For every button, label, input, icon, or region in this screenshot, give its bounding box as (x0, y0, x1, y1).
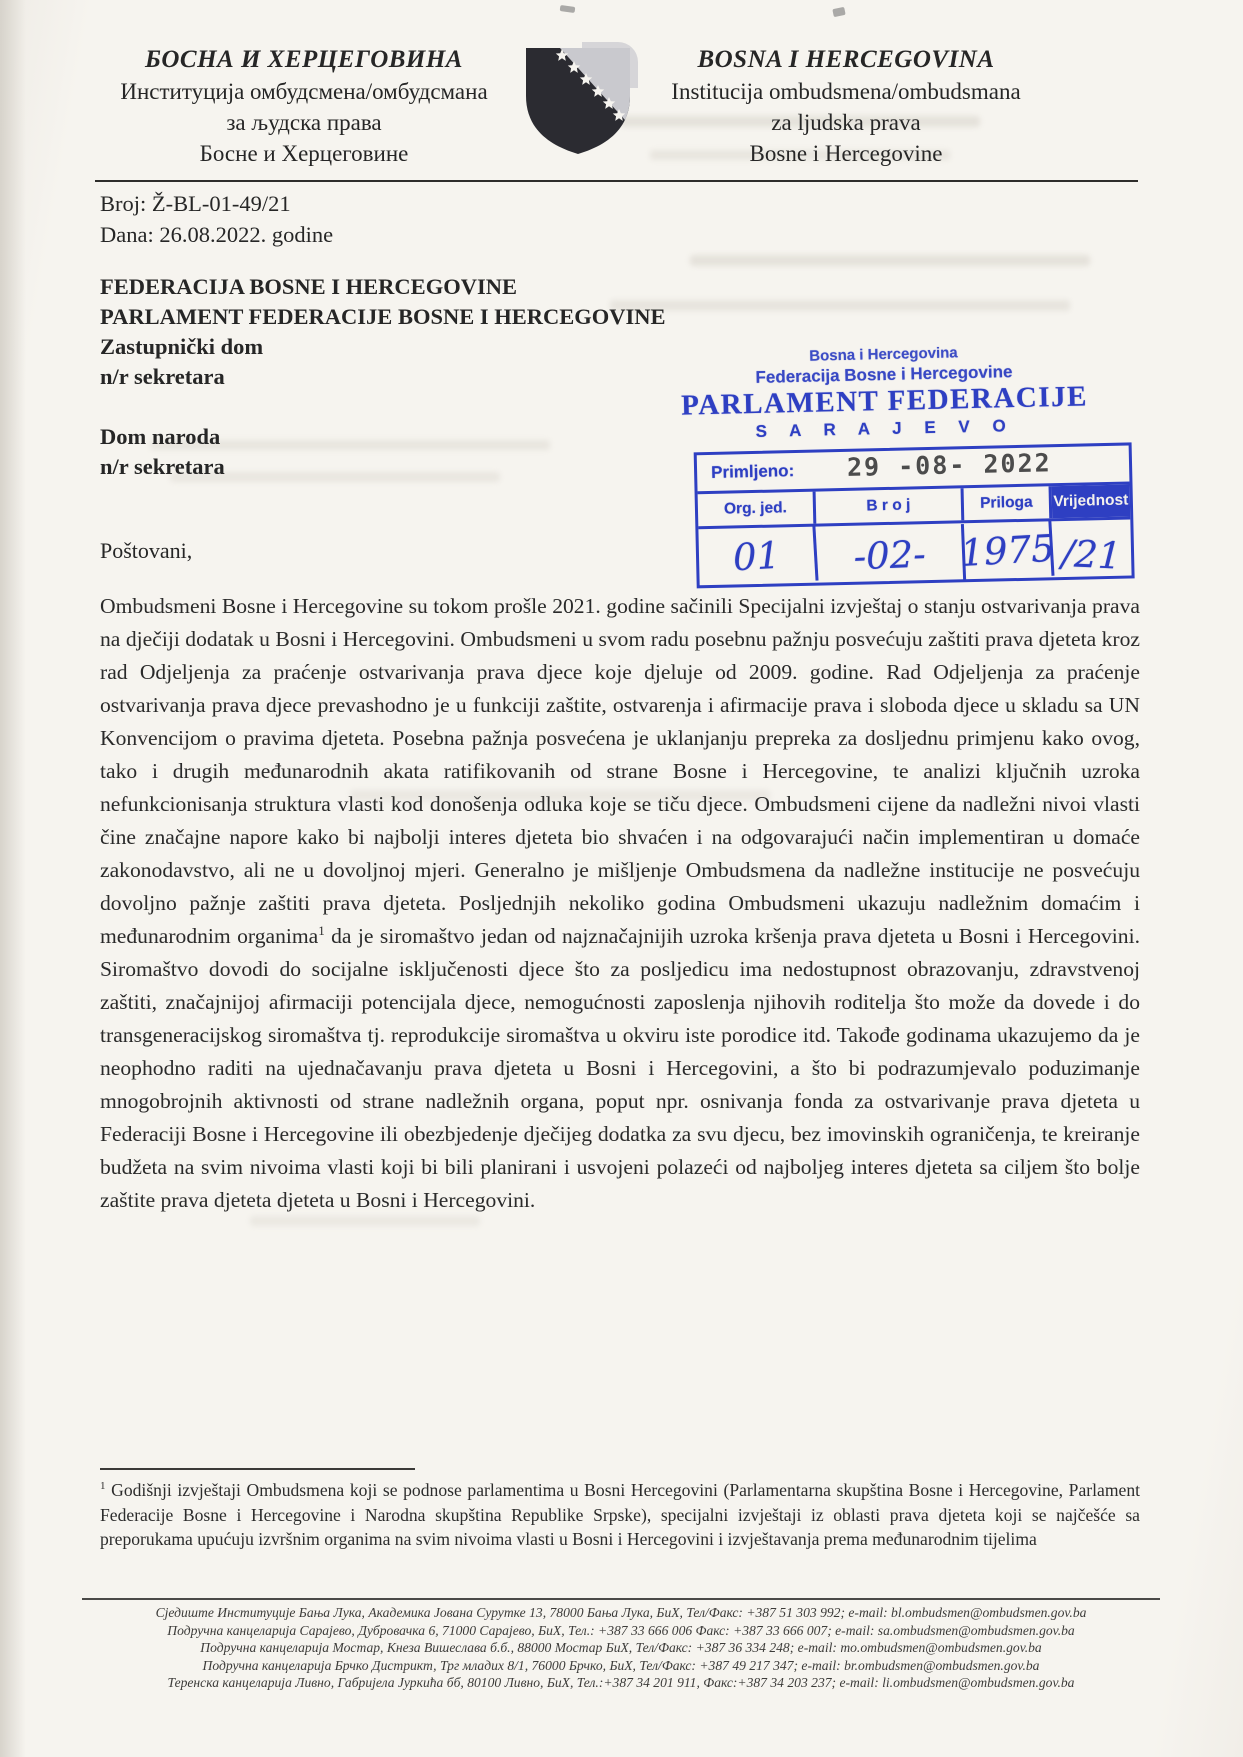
letterhead-title-cyrillic: БОСНА И ХЕРЦЕГОВИНА (145, 46, 463, 73)
header-divider (95, 180, 1138, 182)
stamp-table (694, 442, 1135, 588)
stamp-value-broj: -02- (816, 524, 966, 586)
spacer (100, 392, 666, 422)
stamp-institution-line: PARLAMENT FEDERACIJE (680, 380, 1089, 422)
addressee-block (100, 272, 666, 482)
reference-block (100, 188, 333, 250)
office-contact-footer (82, 1604, 1160, 1692)
body-part2: da je siromaštvo jedan od najznačajnijih uzroka kršenja prava djeteta u Bosni i Hercegovini. Siromaštvo dovodi do socijalne isključenosti djece što za posljedicu ima nedostupnost obrazovanju, zdravstvenoj zaštiti, značajnijoj afirmaciji potencijala djece, nemogućnosti zaposlenja njihovih roditelja što može da dovede i do transgeneracijskog siromaštva tj. reprodukcije siromaštva u okviru iste porodice itd. Takođe godinama ukazujemo da je neophodno raditi na ujednačavanju prava djeteta u Bosni i Hercegovini, a što bi podrazumjevalo poduzimanje mnogobrojnih aktivnosti od strane nadležnih organa, poput npr. osnivanja fonda za ostvarivanje prava djeteta u Federaciji Bosne i Hercegovine ili obezbjedenje dječijeg dodatka za svu djecu, bez imovinskih ograničenja, te kreiranje budžeta na svim nivoima vlasti koji bi bili planirani i usvojeni polazeći od najboljeg interes djeteta sa ciljem što bolje zaštite prava djeteta djeteta u Bosni i Hercegovini. (100, 924, 1140, 1212)
addressee-line: PARLAMENT FEDERACIJE BOSNE I HERCEGOVINE (100, 304, 666, 329)
addressee-line: Dom naroda (100, 424, 221, 449)
reference-number: Broj: Ž-BL-01-49/21 (100, 191, 291, 216)
footer-line-mostar: Подручна канцеларија Мостар, Кнеза Вишеслава б.б., 88000 Мостар БиХ, Тел/Факс: +387 36 334 248; e-mail: mo.ombudsmen@ombudsmen.gov.ba (200, 1640, 1042, 1656)
footnote-reference-marker: 1 (318, 922, 325, 938)
footer-line-livno: Теренска канцеларија Ливно, Габријела Јуркића бб, 80100 Ливно, БиХ, Тел.:+387 34 201 911, Факс:+387 34 203 237; e-mail: li.ombudsmen@ombudsmen.gov.ba (167, 1675, 1075, 1691)
stamp-col-priloga: Priloga (964, 486, 1053, 520)
scan-edge-shadow (0, 0, 26, 1757)
stamp-city-line: S A R A J E V O (755, 416, 1015, 441)
letterhead-title-latin: BOSNA I HERCEGOVINA (697, 46, 995, 73)
footer-line-sarajevo: Подручна канцеларија Сарајево, Дубровачка 6, 71000 Сарајево, БиХ, Тел.: +387 33 666 006 Факс: +387 33 666 007; e-mail: sa.ombudsmen@ombudsmen.gov.ba (167, 1622, 1075, 1638)
addressee-line: n/r sekretara (100, 364, 225, 389)
footnote (100, 1478, 1140, 1552)
bih-coat-of-arms-icon (516, 42, 640, 156)
received-stamp (633, 340, 1138, 589)
letter-body (100, 590, 1140, 1217)
stamp-value-priloga: 1975 (963, 520, 1054, 581)
footer-line-banja-luka: Сједиште Институције Бања Лука, Академика Јована Сурутке 13, 78000 Бања Лука, БиХ, Тел/Факс: +387 51 303 992; e-mail: bl.ombudsmen@ombudsmen.gov.ba (155, 1605, 1087, 1620)
footnote-marker: 1 (100, 1480, 106, 1493)
stamp-value-org-jed: 01 (698, 525, 819, 588)
bleedthrough-artifact (690, 255, 1090, 266)
body-part1: Ombudsmeni Bosne i Hercegovine su tokom prošle 2021. godine sačinili Specijalni izvještaj o stanju ostvarivanja prava na dječiji dodatak u Bosni i Hercegovini. Ombudsmeni u svom radu posebnu pažnju posvećuju zaštiti prava djeteta kroz rad Odjeljenja za praćenje ostvarivanja prava djece koje djeluje od 2009. godine. Rad Odjeljenja za praćenje ostvarivanja prava djece prevashodno je u funkciji zaštite, ostvarenja i afirmacije prava i sloboda djece u skladu sa UN Konvencijom o pravima djeteta. Posebna pažnja posvećena je uklanjanju prepreka za dosljednu primjenu kako ovog, tako i drugih međunarodnih akata ratifikovanih od strane Bosne i Hercegovine, te analizi ključnih uzroka nefunkcionisanja struktura vlasti kod donošenja odluka koje se tiču djece. Ombudsmeni cijene da nadležni nivoi vlasti čine značajne napore kako bi najbolji interes djeteta bio shvaćen i na odgovarajući način implementiran u domaće zakonodavstvo, ali ne u dovoljnoj mjeri. Generalno je mišljenje Ombudsmena da nadležne institucije ne posvećuju dovoljno pažnje zaštiti prava djeteta. Posljednjih nekoliko godina Ombudsmeni ukazuju nadležnim domaćim i međunarodnim organima (100, 594, 1140, 948)
stamp-entity-line: Federacija Bosne i Hercegovine (755, 362, 1013, 387)
letterhead-line: за људска права (226, 110, 382, 135)
stamp-values-row (698, 519, 1131, 585)
bleedthrough-artifact (250, 1216, 480, 1226)
letterhead-line: Институција омбудсмена/омбудсмана (120, 79, 488, 104)
letterhead-latin (628, 44, 1064, 169)
letterhead-line: za ljudska prava (771, 110, 921, 135)
addressee-line: FEDERACIJA BOSNE I HERCEGOVINE (100, 274, 517, 299)
salutation: Poštovani, (100, 538, 193, 563)
scan-speck (560, 5, 576, 13)
stamp-col-org-jed: Org. jed. (698, 492, 817, 527)
addressee-line: n/r sekretara (100, 454, 225, 479)
letterhead-line: Bosne i Hercegovine (749, 141, 943, 166)
letterhead-cyrillic (96, 44, 512, 169)
footnote-text: Godišnji izvještaji Ombudsmena koji se podnose parlamentima u Bosni Hercegovini (Parlamentarna skupština Bosne i Hercegovine, Parlament Federacije Bosne i Hercegovine i Narodna skupština Republike Srpske), specijalni izvještaji iz oblasti prava djeteta koji se najčešće sa preporukama upućuju izvršnim organima na svim nivoima vlasti u Bosni i Hercegovini i izvještavanja prema međunarodnim tijelima (100, 1480, 1140, 1550)
letterhead-line: Босне и Херцеговине (199, 141, 409, 166)
stamp-col-broj: B r o j (816, 488, 965, 523)
bleedthrough-artifact (610, 300, 1070, 311)
footer-divider (82, 1598, 1160, 1600)
addressee-line: Zastupnički dom (100, 334, 264, 359)
footnote-divider (100, 1468, 415, 1470)
stamp-received-label: Primljeno: (710, 461, 795, 482)
reference-date: Dana: 26.08.2022. godine (100, 222, 334, 247)
scan-speck (832, 7, 845, 17)
stamp-col-vrijednost: Vrijednost (1052, 484, 1131, 518)
letterhead-line: Institucija ombudsmena/ombudsmana (671, 79, 1021, 104)
stamp-value-vrijednost: /21 (1060, 531, 1123, 578)
stamp-country-line: Bosna i Hercegovina (809, 344, 958, 365)
footer-line-brcko: Подручна канцеларија Брчко Дистрикт, Трг младих 8/1, 76000 Брчко, БиХ, Тел/Факс: +387 49 217 347; e-mail: br.ombudsmen@ombudsmen.gov.ba (202, 1657, 1040, 1673)
stamp-date: 29 -08- 2022 (846, 448, 1052, 482)
